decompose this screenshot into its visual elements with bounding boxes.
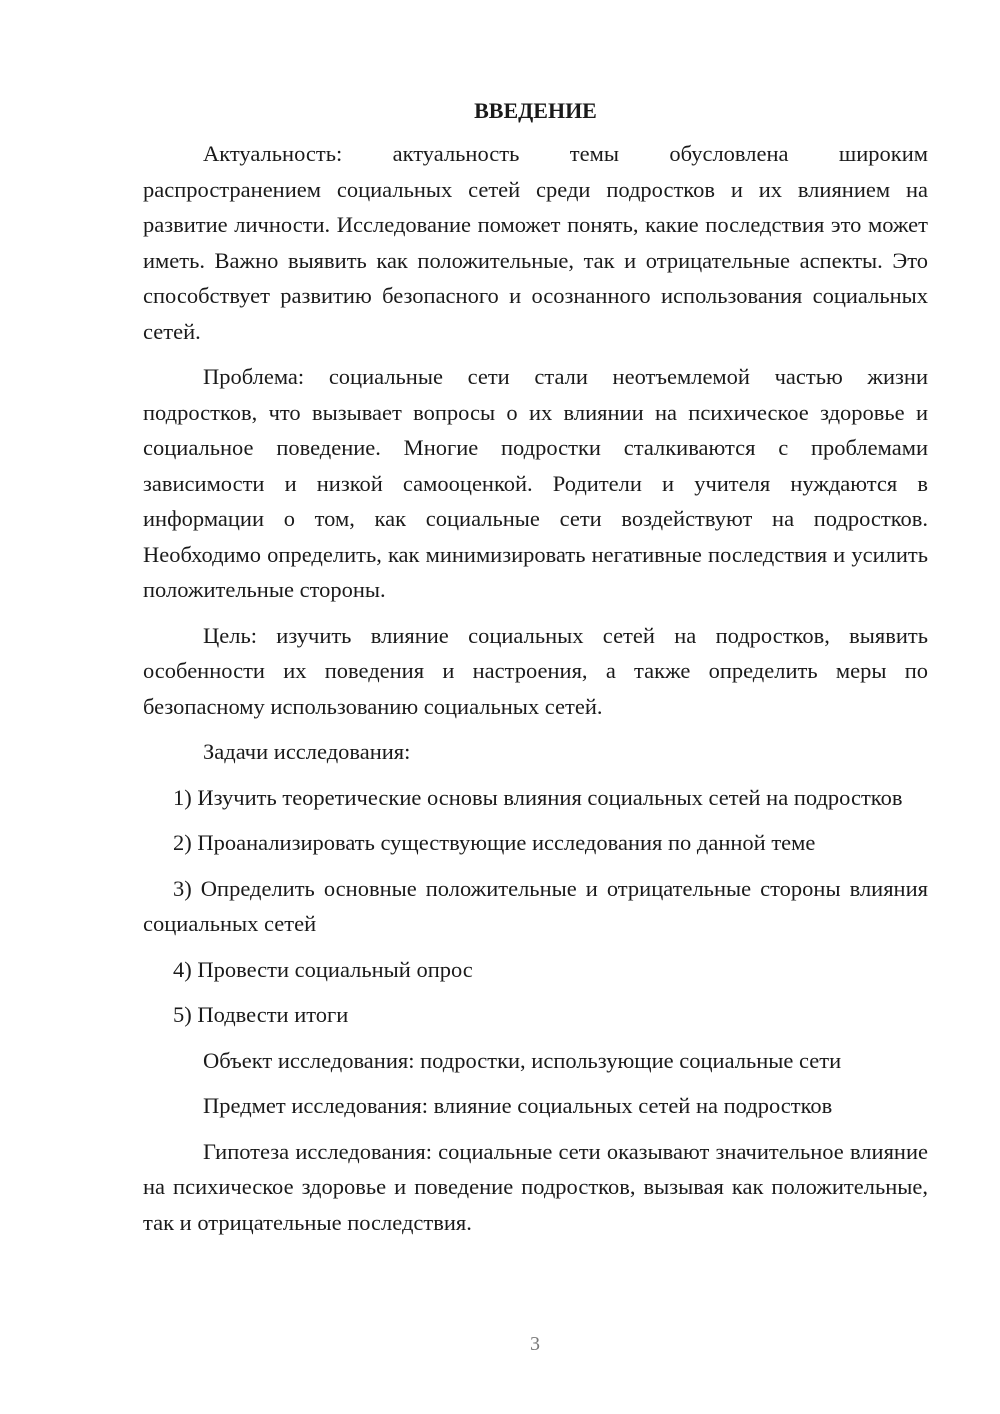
paragraph-goal: Цель: изучить влияние социальных сетей на подростков, выявить особенности их поведения и настроения, а также определить меры по безопасному использованию социальных сетей. (143, 622, 928, 719)
tasks-title: Задачи исследования: (203, 739, 411, 764)
task-item-1: 1) Изучить теоретические основы влияния социальных сетей на подростков (173, 784, 903, 810)
task-item-4: 4) Провести социальный опрос (173, 956, 473, 982)
research-object: Объект исследования: подростки, использующие социальные сети (203, 1047, 842, 1073)
research-subject: Предмет исследования: влияние социальных сетей на подростков (203, 1093, 833, 1118)
paragraph-problem: Проблема: социальные сети стали неотъемлемой частью жизни подростков, что вызывает вопросы о их влиянии на психическое здоровье и социальное поведение. Многие подростки сталкиваются с проблемами зависимости и низкой самооценкой. Родители и учителя нуждаются в информации о том, как социальные сети воздействуют на подростков. Необходимо определить, как минимизировать негативные последствия и усилить положительные стороны. (143, 364, 928, 602)
document-page (143, 96, 928, 1250)
task-item-5: 5) Подвести итоги (173, 1002, 349, 1027)
paragraph-relevance: Актуальность: актуальность темы обусловлена широким распространением социальных сетей среди подростков и их влиянием на развитие личности. Исследование поможет понять, какие последствия это может иметь. Важно выявить как положительные, так и отрицательные аспекты. Это способствует развитию безопасного и осознанного использования социальных сетей. (143, 141, 928, 344)
task-item-3: 3) Определить основные положительные и отрицательные стороны влияния социальных сетей (143, 875, 928, 936)
page-number: 3 (530, 1333, 540, 1355)
task-item-2: 2) Проанализировать существующие исследования по данной теме (173, 830, 816, 855)
section-heading: ВВЕДЕНИЕ (474, 98, 597, 123)
research-hypothesis: Гипотеза исследования: социальные сети оказывают значительное влияние на психическое здоровье и поведение подростков, вызывая как положительные, так и отрицательные последствия. (143, 1138, 928, 1235)
